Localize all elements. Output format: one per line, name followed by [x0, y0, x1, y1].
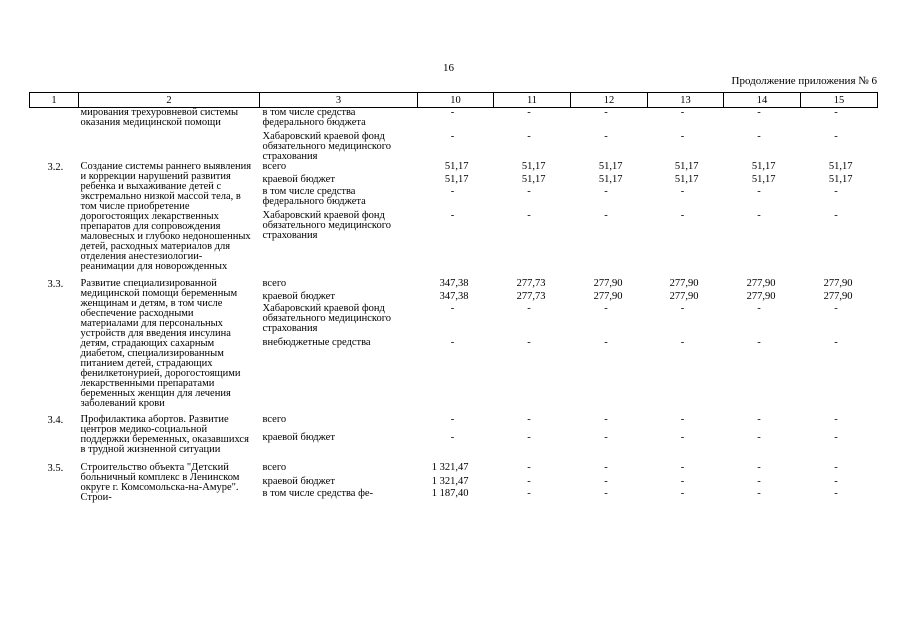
- value-col-15: -: [834, 462, 838, 473]
- value-col-14: -: [757, 107, 761, 118]
- funding-line: [260, 304, 878, 334]
- column-header-2: 2: [79, 93, 260, 108]
- value-col-13: -: [680, 131, 685, 142]
- column-header-15: 15: [801, 93, 878, 108]
- value-col-14: -: [757, 131, 761, 142]
- value-col-15: -: [834, 107, 838, 118]
- value-col-10: -: [450, 186, 455, 197]
- value-col-13: -: [680, 432, 685, 443]
- value-col-15: -: [834, 476, 838, 487]
- value-col-14: -: [757, 186, 761, 197]
- value-col-10: -: [450, 210, 455, 221]
- value-col-11: -: [527, 303, 531, 314]
- funding-line: [260, 211, 878, 241]
- table-row: [30, 415, 878, 463]
- funding-source-label: внебюджетные средства: [262, 337, 371, 348]
- funding-sources: [260, 415, 878, 463]
- value-col-10: -: [450, 414, 455, 425]
- item-number: 3.5.: [47, 463, 64, 474]
- funding-line: [260, 463, 878, 473]
- item-name: мирования трехуровневой системы оказания медицинской помощи: [80, 107, 239, 128]
- value-col-11: 277,73: [516, 291, 546, 302]
- value-col-15: -: [834, 303, 838, 314]
- continuation-note: Продолжение приложения № 6: [731, 75, 877, 87]
- item-number: [30, 108, 79, 163]
- value-col-13: -: [680, 337, 685, 348]
- funding-source-label: краевой бюджет: [262, 432, 335, 443]
- value-col-15: -: [834, 186, 838, 197]
- funding-source-label: в том числе средства фе-: [262, 488, 374, 499]
- value-col-11: -: [527, 210, 531, 221]
- funding-source-label: в том числе средства федерального бюджета: [262, 107, 366, 128]
- funding-sources: [260, 279, 878, 415]
- value-col-10: -: [450, 432, 455, 443]
- value-col-12: -: [604, 210, 608, 221]
- value-col-11: -: [527, 488, 531, 499]
- funding-line: [260, 108, 878, 128]
- value-col-12: 277,90: [593, 278, 623, 289]
- funding-sources: [260, 162, 878, 279]
- value-col-10: 1 321,47: [431, 476, 469, 487]
- value-col-12: 51,17: [598, 161, 623, 172]
- funding-line: [260, 279, 878, 289]
- value-col-14: -: [757, 303, 761, 314]
- funding-line: [260, 338, 878, 348]
- value-col-15: -: [834, 432, 838, 443]
- value-col-13: -: [680, 303, 685, 314]
- value-col-10: -: [450, 131, 455, 142]
- value-col-12: -: [604, 131, 608, 142]
- column-header-14: 14: [724, 93, 801, 108]
- value-col-11: -: [527, 107, 531, 118]
- value-col-15: -: [834, 414, 838, 425]
- value-col-15: 277,90: [823, 278, 853, 289]
- value-col-12: -: [604, 186, 608, 197]
- funding-line: [260, 132, 878, 162]
- value-col-13: -: [680, 186, 685, 197]
- value-col-12: -: [604, 414, 608, 425]
- table-row: [30, 463, 878, 503]
- value-col-15: 51,17: [828, 161, 853, 172]
- funding-line: [260, 187, 878, 207]
- funding-line: [260, 433, 878, 443]
- page-number: 16: [443, 62, 454, 74]
- funding-source-label: Хабаровский краевой фонд обязательного медицинского страхования: [262, 303, 392, 334]
- value-col-15: -: [834, 337, 838, 348]
- funding-line: [260, 489, 878, 499]
- value-col-13: 277,90: [669, 278, 699, 289]
- item-number: 3.3.: [47, 279, 64, 290]
- value-col-14: -: [757, 210, 761, 221]
- value-col-15: -: [834, 210, 838, 221]
- value-col-12: -: [604, 303, 608, 314]
- column-header-12: 12: [571, 93, 648, 108]
- header-row: [30, 93, 878, 108]
- funding-source-label: в том числе средства федерального бюджета: [262, 186, 366, 207]
- value-col-14: -: [757, 488, 761, 499]
- value-col-11: -: [527, 186, 531, 197]
- value-col-10: 1 187,40: [431, 488, 469, 499]
- value-col-13: -: [680, 462, 685, 473]
- funding-source-label: краевой бюджет: [262, 174, 335, 185]
- value-col-11: -: [527, 476, 531, 487]
- budget-table: [29, 92, 878, 503]
- value-col-10: 51,17: [444, 161, 469, 172]
- value-col-14: 51,17: [751, 174, 776, 185]
- funding-line: [260, 415, 878, 425]
- value-col-13: 51,17: [674, 161, 699, 172]
- funding-source-label: всего: [262, 278, 287, 289]
- value-col-11: -: [527, 462, 531, 473]
- funding-source-label: краевой бюджет: [262, 476, 335, 487]
- funding-line: [260, 175, 878, 185]
- item-name: Профилактика абортов. Развитие центров медико-социальной поддержки беременных, оказавшихся в трудной жизненной ситуации: [80, 414, 249, 455]
- value-col-15: -: [834, 488, 838, 499]
- value-col-13: -: [680, 414, 685, 425]
- table-row: [30, 108, 878, 163]
- funding-source-label: Хабаровский краевой фонд обязательного медицинского страхования: [262, 210, 392, 241]
- column-header-3: 3: [260, 93, 418, 108]
- funding-source-label: всего: [262, 462, 287, 473]
- value-col-12: 277,90: [593, 291, 623, 302]
- value-col-11: 277,73: [516, 278, 546, 289]
- value-col-10: 347,38: [439, 291, 469, 302]
- funding-source-label: всего: [262, 161, 287, 172]
- value-col-13: -: [680, 476, 685, 487]
- funding-sources: [260, 108, 878, 163]
- value-col-10: 51,17: [444, 174, 469, 185]
- item-number: 3.4.: [47, 415, 64, 426]
- column-header-13: 13: [648, 93, 724, 108]
- value-col-15: 51,17: [828, 174, 853, 185]
- value-col-11: -: [527, 337, 531, 348]
- value-col-11: -: [527, 414, 531, 425]
- value-col-14: -: [757, 414, 761, 425]
- value-col-11: 51,17: [521, 174, 546, 185]
- funding-line: [260, 162, 878, 172]
- column-header-10: 10: [418, 93, 494, 108]
- column-header-11: 11: [494, 93, 571, 108]
- value-col-11: 51,17: [521, 161, 546, 172]
- funding-line: [260, 292, 878, 302]
- value-col-14: 51,17: [751, 161, 776, 172]
- value-col-15: -: [834, 131, 838, 142]
- item-name: Развитие специализированной медицинской помощи беременным женщинам и детям, в том числе обеспечение расходными материалами для персональных устройств для введения инсулина детям, страдающих сахарным диабетом, специализированным питанием детей, страдающих фенилкетонурией, дорогостоящими лекарственными препаратами беременных женщин для лечения заболеваний крови: [80, 278, 241, 409]
- column-header-1: 1: [30, 93, 79, 108]
- table-row: [30, 279, 878, 415]
- funding-source-label: всего: [262, 414, 287, 425]
- value-col-13: -: [680, 210, 685, 221]
- value-col-14: -: [757, 337, 761, 348]
- value-col-13: -: [680, 107, 685, 118]
- value-col-10: -: [450, 303, 455, 314]
- item-number: 3.2.: [47, 162, 64, 173]
- value-col-10: -: [450, 337, 455, 348]
- value-col-13: 277,90: [669, 291, 699, 302]
- funding-sources: [260, 463, 878, 503]
- value-col-14: -: [757, 476, 761, 487]
- value-col-12: -: [604, 432, 608, 443]
- value-col-14: -: [757, 432, 761, 443]
- value-col-14: -: [757, 462, 761, 473]
- value-col-13: 51,17: [674, 174, 699, 185]
- value-col-12: -: [604, 337, 608, 348]
- table-row: [30, 162, 878, 279]
- item-name: Строительство объекта "Детский больничный комплекс в Ленинском округе г. Комсомольска-на-Амуре". Строи-: [80, 462, 240, 503]
- value-col-11: -: [527, 432, 531, 443]
- funding-source-label: Хабаровский краевой фонд обязательного медицинского страхования: [262, 131, 392, 162]
- funding-source-label: краевой бюджет: [262, 291, 335, 302]
- value-col-14: 277,90: [746, 278, 776, 289]
- value-col-10: 347,38: [439, 278, 469, 289]
- value-col-10: -: [450, 107, 455, 118]
- value-col-12: -: [604, 462, 608, 473]
- value-col-12: -: [604, 476, 608, 487]
- value-col-10: 1 321,47: [431, 462, 469, 473]
- value-col-11: -: [527, 131, 531, 142]
- value-col-14: 277,90: [746, 291, 776, 302]
- item-name: Создание системы раннего выявления и коррекции нарушений развития ребенка и выхаживание детей с экстремально низкой массой тела, в том числе приобретение дорогостоящих лекарственных препаратов для сопровождения маловесных и глубоко недоношенных детей, расходных материалов для отделения анестезиологии-реанимации для новорожденных: [80, 161, 252, 272]
- value-col-12: 51,17: [598, 174, 623, 185]
- value-col-12: -: [604, 107, 608, 118]
- value-col-13: -: [680, 488, 685, 499]
- value-col-15: 277,90: [823, 291, 853, 302]
- value-col-12: -: [604, 488, 608, 499]
- funding-line: [260, 477, 878, 487]
